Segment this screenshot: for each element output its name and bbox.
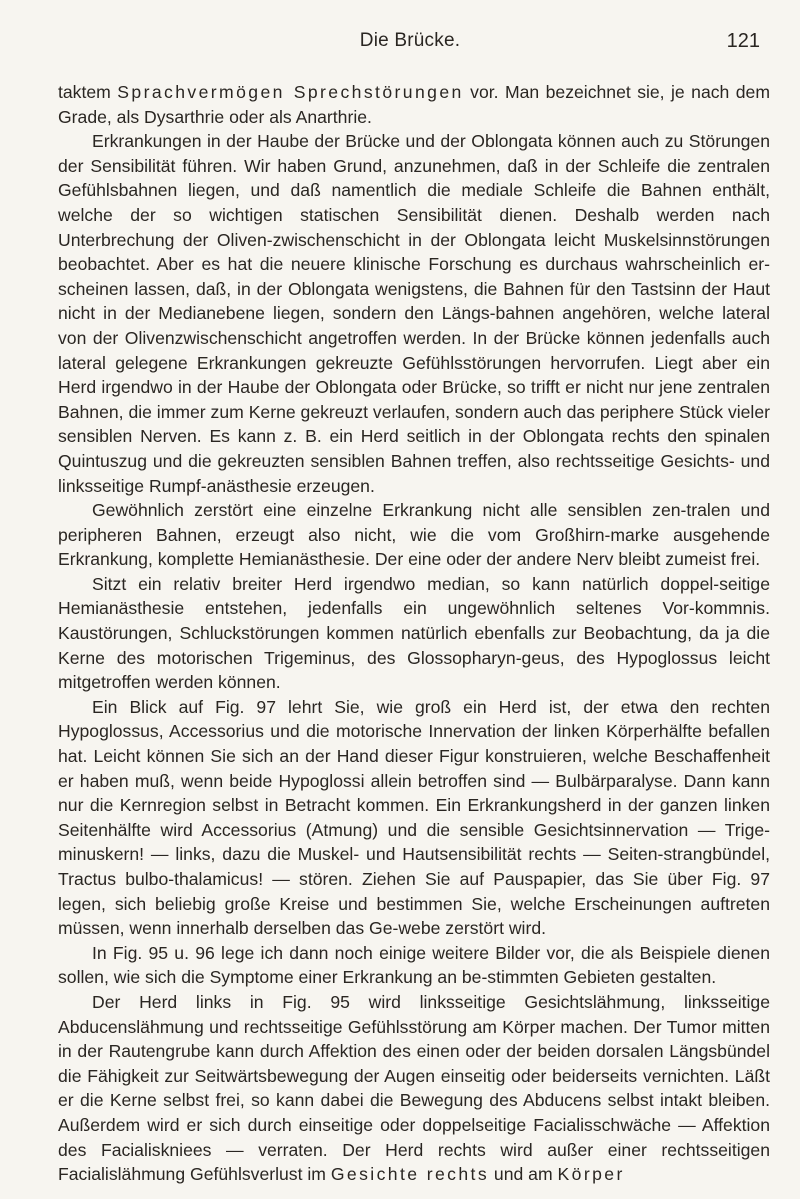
body-text xyxy=(58,80,770,1187)
paragraph-1 xyxy=(58,80,770,129)
paragraph-2: Erkrankungen in der Haube der Brücke und der Oblongata können auch zu Störungen der Sensibilität führen. Wir haben Grund, anzunehmen, daß in der Schleife die zentralen Gefühlsbahnen liegen, und daß namentlich die mediale Schleife die Bahnen enthält, welche der so wichtigen statischen Sensibilität dienen. Deshalb werden nach Unterbrechung der Oliven-zwischenschicht in der Oblongata leicht Muskelsinnstörungen beobachtet. Aber es hat die neuere klinische Forschung es durchaus wahrscheinlich er-scheinen lassen, daß, in der Oblongata wenigstens, die Bahnen für den Tastsinn der Haut nicht in der Medianebene liegen, sondern den Längs-bahnen angehören, welche lateral von der Olivenzwischenschicht angetroffen werden. In der Brücke können jedenfalls auch lateral gelegene Erkrankungen gekreuzte Gefühlsstörungen hervorrufen. Liegt aber ein Herd irgendwo in der Haube der Oblongata oder Brücke, so trifft er nicht nur jene zentralen Bahnen, die immer zum Kerne gekreuzt verlaufen, sondern auch das periphere Stück vieler sensiblen Nerven. Es kann z. B. ein Herd seitlich in der Oblongata rechts den spinalen Quintuszug und die gekreuzten sensiblen Bahnen treffen, also rechtsseitige Gesichts- und linksseitige Rumpf-anästhesie erzeugen. xyxy=(58,131,770,496)
paragraph-7 xyxy=(58,990,770,1187)
page-number: 121 xyxy=(726,30,760,52)
paragraph-5: Ein Blick auf Fig. 97 lehrt Sie, wie groß ein Herd ist, der etwa den rechten Hypoglossus, Accessorius und die motorische Innervation der linken Körperhälfte befallen hat. Leicht können Sie sich an der Hand dieser Figur konstruieren, welche Beschaffenheit er haben muß, wenn beide Hypoglossi allein betroffen sind — Bulbärparalyse. Dann kann nur die Kernregion selbst in Betracht kommen. Ein Erkrankungsherd in der ganzen linken Seitenhälfte wird Accessorius (Atmung) und die sensible Gesichtsinnervation — Trige-minuskern! — links, dazu die Muskel- und Hautsensibilität rechts — Seiten-strangbündel, Tractus bulbo-thalamicus! — stören. Ziehen Sie auf Pauspapier, das Sie über Fig. 97 legen, sich beliebig große Kreise und bestimmen Sie, welche Erscheinungen auftreten müssen, wenn innerhalb derselben das Ge-webe zerstört wird. xyxy=(58,696,770,939)
paragraph-4: Sitzt ein relativ breiter Herd irgendwo median, so kann natürlich doppel-seitige Hemianästhesie entstehen, jedenfalls ein ungewöhnlich seltenes Vor-kommnis. Kaustörungen, Schluckstörungen kommen natürlich ebenfalls zur Beobachtung, da ja die Kerne des motorischen Trigeminus, des Glossopharyn-geus, des Hypoglossus leicht mitgetroffen werden können. xyxy=(58,573,770,693)
page-header xyxy=(60,30,760,60)
paragraph-1-text-b: vor. Man bezeichnet sie, je nach dem Grade, als Dysarthrie oder als Anarthrie. xyxy=(58,82,771,127)
emphasis-koerper: Körper xyxy=(557,1164,625,1185)
paragraph-7-text-b: und am xyxy=(489,1164,558,1185)
running-title: Die Brücke. xyxy=(359,30,461,51)
paragraph-7-text-a: Der Herd links in Fig. 95 wird linksseitige Gesichtslähmung, linksseitige Abducenslähmung und rechtsseitige Gefühlsstörung am Körper machen. Der Tumor mitten in der Rautengrube kann durch Affektion des einen oder der beiden dorsalen Längsbündel die Fähigkeit zur Seitwärtsbewegung der Augen einseitig oder beiderseits vernichten. Läßt er die Kerne selbst frei, so kann dabei die Bewegung des Abducens selbst intakt bleiben. Außerdem wird er sich durch einseitige oder doppelseitige Facialisschwäche — Affektion des Facialiskniees — verraten. Der Herd rechts wird außer einer rechtsseitigen Facialislähmung Gefühlsverlust im xyxy=(58,991,770,1185)
emphasis-sprachvermoegen: Sprachvermögen Sprechstörungen xyxy=(117,82,464,102)
emphasis-gesichte-rechts: Gesichte rechts xyxy=(330,1164,490,1185)
paragraph-3: Gewöhnlich zerstört eine einzelne Erkrankung nicht alle sensiblen zen-tralen und peripheren Bahnen, erzeugt also nicht, wie die vom Großhirn-marke ausgehende Erkrankung, komplette Hemianästhesie. Der eine oder der andere Nerv bleibt zumeist frei. xyxy=(58,500,770,570)
paragraph-1-text-a: taktem xyxy=(58,82,118,102)
paragraph-6: In Fig. 95 u. 96 lege ich dann noch einige weitere Bilder vor, die als Beispiele dienen sollen, wie sich die Symptome einer Erkrankung an be-stimmten Gebieten gestalten. xyxy=(58,942,770,988)
